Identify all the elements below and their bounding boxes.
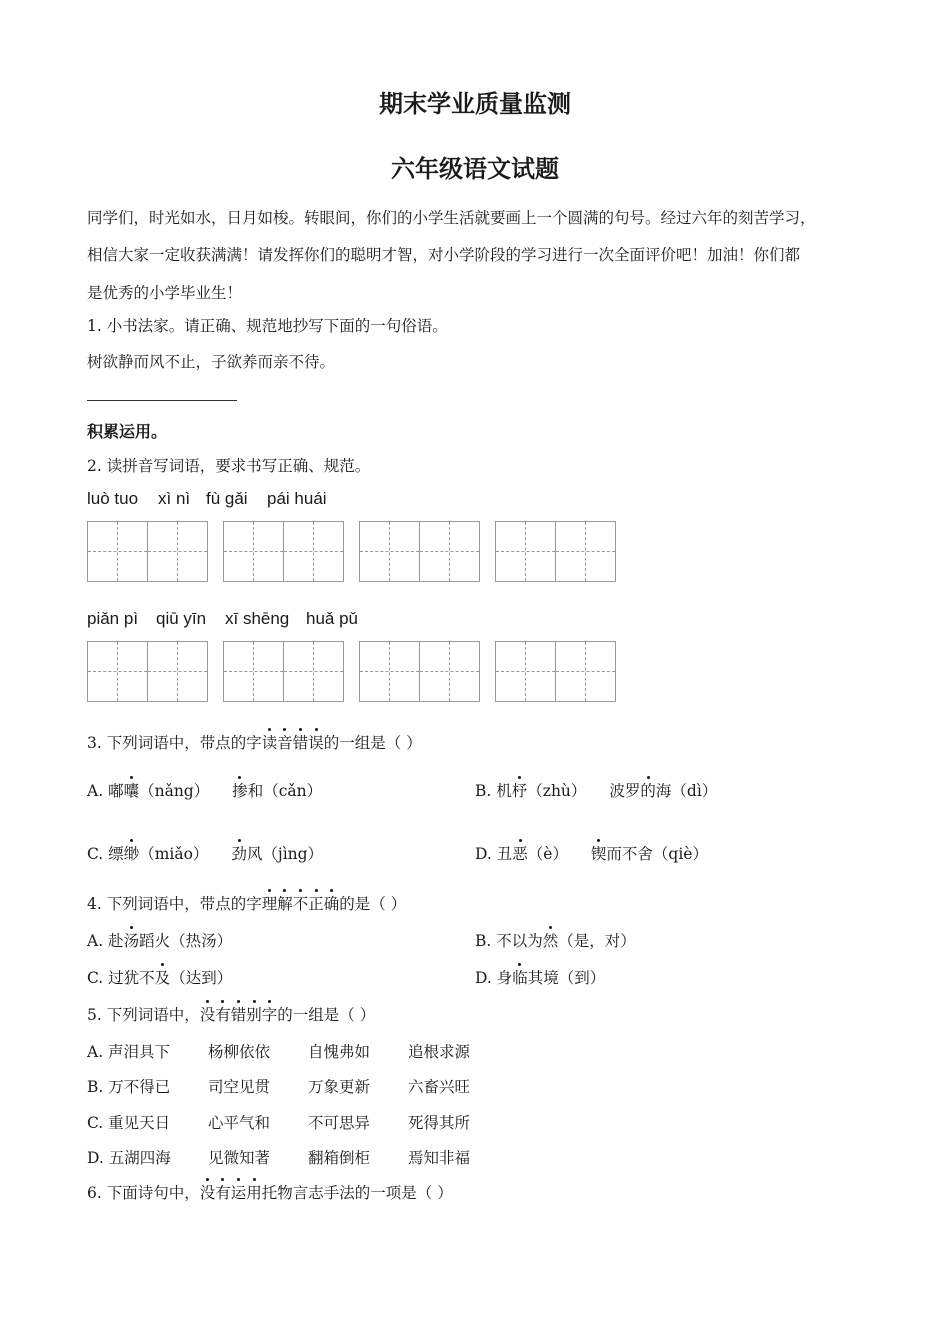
q6-prompt: 6. 下面诗句中，没有运用托物言志手法的一项是（ ） (87, 1181, 453, 1203)
intro-line-3: 是优秀的小学毕业生！ (87, 284, 243, 302)
q5-word: 不可思异 (308, 1114, 371, 1132)
pinyin-4: pái huái (267, 489, 327, 508)
q4-option-b[interactable]: B. 不以为然（是，对） (475, 929, 636, 951)
q5-word: 追根求源 (408, 1043, 471, 1061)
intro-line-2: 相信大家一定收获满满！请发挥你们的聪明才智，对小学阶段的学习进行一次全面评价吧！加油！你们都 (87, 246, 801, 264)
pinyin-2: xì nì (158, 489, 191, 508)
q5-prompt: 5. 下列词语中，没有错别字的一组是（ ） (87, 1003, 375, 1025)
emphasis-char: 误 (308, 731, 324, 753)
emphasis-char: 正 (308, 892, 324, 914)
q2-prompt: 2. 读拼音写词语，要求书写正确、规范。 (87, 457, 371, 475)
pinyin-6: qiū yīn (156, 609, 207, 628)
emphasis-char: 运 (231, 1181, 247, 1203)
emphasis-char: 读 (262, 731, 278, 753)
section-heading: 积累运用。 (87, 422, 168, 441)
writing-box[interactable] (495, 641, 615, 701)
q5-word: 万象更新 (308, 1078, 371, 1096)
q3-option-d[interactable]: D. 丑恶（è） 锲而不舍（qiè） (475, 842, 708, 864)
emphasis-char: 用 (246, 1181, 262, 1203)
q3-dotted-text (262, 734, 324, 752)
q5-dotted-text (200, 1006, 278, 1024)
emphasis-char: 不 (293, 892, 309, 914)
writing-box[interactable] (87, 521, 207, 581)
q5-word: 死得其所 (408, 1114, 471, 1132)
emphasis-char: 确 (324, 892, 340, 914)
q5-word: 焉知非福 (408, 1149, 471, 1167)
emphasis-char: 错 (231, 1003, 247, 1025)
exam-subtitle: 六年级语文试题 (391, 155, 559, 183)
emphasis-char: 理 (262, 892, 278, 914)
pinyin-1: luò tuo (87, 489, 139, 508)
q5-word: 杨柳依依 (208, 1043, 271, 1061)
q5-word: 见微知著 (208, 1149, 271, 1167)
q4-option-a[interactable]: A. 赴汤蹈火（热汤） (87, 929, 232, 951)
pinyin-5: piǎn pì (87, 609, 139, 628)
q1-proverb: 树欲静而风不止，子欲养而亲不待。 (87, 353, 336, 371)
emphasis-char: 字 (262, 1003, 278, 1025)
q5-word: 心平气和 (208, 1114, 271, 1132)
q4-dotted-text (262, 895, 340, 913)
exam-title: 期末学业质量监测 (379, 90, 571, 118)
writing-box[interactable] (359, 521, 479, 581)
q5-word: 自愧弗如 (308, 1043, 371, 1061)
writing-box[interactable] (223, 641, 343, 701)
writing-box[interactable] (87, 641, 207, 701)
writing-box[interactable] (223, 521, 343, 581)
q3-option-b[interactable]: B. 机杼（zhù） 波罗的海（dì） (475, 779, 717, 801)
q3-prompt: 3. 下列词语中，带点的字读音错误的一组是（ ） (87, 731, 422, 753)
emphasis-char: 有 (215, 1181, 231, 1203)
q3-option-c[interactable]: C. 缥缈（miǎo） 劲风（jìng） (87, 842, 323, 864)
q5-option-a[interactable]: A. 声泪具下 (87, 1043, 171, 1061)
q5-option-b[interactable]: B. 万不得已 (87, 1078, 171, 1096)
emphasis-char: 错 (293, 731, 309, 753)
emphasis-char: 没 (200, 1181, 216, 1203)
q1-prompt: 1. 小书法家。请正确、规范地抄写下面的一句俗语。 (87, 317, 448, 335)
pinyin-7: xī shēng (225, 609, 290, 628)
emphasis-char: 解 (277, 892, 293, 914)
pinyin-3: fù gǎi (206, 489, 248, 508)
q5-option-c[interactable]: C. 重见天日 (87, 1114, 171, 1132)
q5-option-d[interactable]: D. 五湖四海 (87, 1149, 171, 1167)
q5-word: 六畜兴旺 (408, 1078, 471, 1096)
pinyin-8: huǎ pǔ (306, 609, 358, 628)
writing-box[interactable] (359, 641, 479, 701)
emphasis-char: 音 (277, 731, 293, 753)
q6-dotted-text (200, 1184, 262, 1202)
emphasis-char: 没 (200, 1003, 216, 1025)
writing-box[interactable] (495, 521, 615, 581)
q4-prompt: 4. 下列词语中，带点的字理解不正确的是（ ） (87, 892, 406, 914)
emphasis-char: 有 (215, 1003, 231, 1025)
q5-word: 司空见贯 (208, 1078, 271, 1096)
q1-answer-line[interactable] (87, 400, 237, 401)
emphasis-char: 别 (246, 1003, 262, 1025)
intro-line-1: 同学们，时光如水，日月如梭。转眼间，你们的小学生活就要画上一个圆满的句号。经过六年的刻苦学习， (87, 209, 816, 227)
q5-word: 翻箱倒柜 (308, 1149, 371, 1167)
q3-option-a[interactable]: A. 嘟囔（nǎng） 掺和（cǎn） (87, 779, 322, 801)
q4-option-c[interactable]: C. 过犹不及（达到） (87, 966, 232, 988)
q4-option-d[interactable]: D. 身临其境（到） (475, 966, 605, 988)
